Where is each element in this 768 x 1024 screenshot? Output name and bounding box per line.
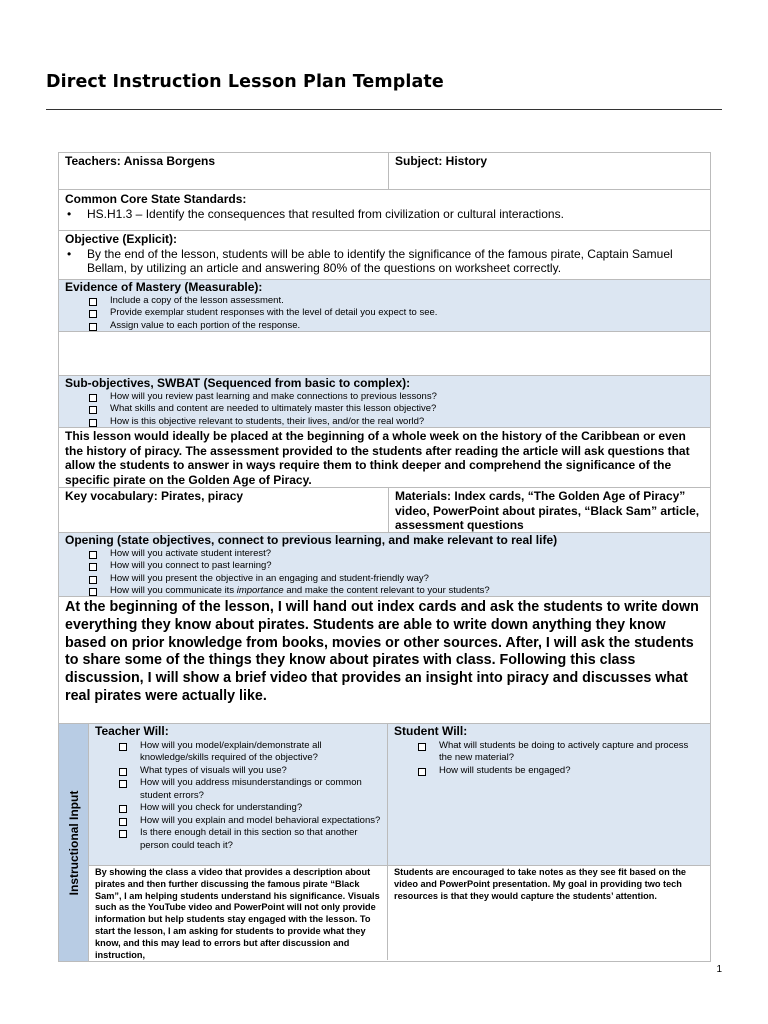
teacher-will-answer: By showing the class a video that provides a description about pirates and then further discussing the famous pirate “Black Sam”, I am helping students understand his significance. Visuals such as the YouTube video and PowerPoint will not only provide information but help students stay engaged with the lesson. To start the lesson, I am asking for students to provide what they know, and this may lead to errors but after discussion and instruction, xyxy=(89,866,388,960)
header-row xyxy=(59,153,710,190)
mastery-section xyxy=(59,280,710,332)
subobjectives-heading: Sub-objectives, SWBAT (Sequenced from basic to complex): xyxy=(65,376,411,390)
teachers-cell: Teachers: Anissa Borgens xyxy=(59,153,389,189)
instructional-input-main xyxy=(89,724,710,961)
objective-list xyxy=(65,247,704,276)
subject-cell: Subject: History xyxy=(395,154,488,168)
opening-item-text-b: and make the content relevant to your students? xyxy=(283,585,490,596)
teacher-will-item: How will you model/explain/demonstrate all knowledge/skills required of the objective? xyxy=(95,740,381,765)
student-will-item: What will students be doing to actively capture and process the new material? xyxy=(394,740,704,765)
objective-section xyxy=(59,231,710,280)
subobjectives-answer: This lesson would ideally be placed at the beginning of a whole week on the history of the Caribbean or even the history of piracy. The assessment provided to the students after reading the article will ask questions that allow the students to answer in ways require them to think deeper and comprehend the significance of the specific pirate on the Golden Age of Piracy. xyxy=(59,428,710,488)
opening-heading: Opening (state objectives, connect to previous learning, and make relevant to real life) xyxy=(65,533,558,547)
opening-list xyxy=(65,548,704,598)
opening-answer: At the beginning of the lesson, I will hand out index cards and ask the students to write down everything they know about pirates. Students are able to write down anything they know based on prior knowledge from books, movies or other sources. After, I will ask the students to share some of the things they know about pirates with class. Following this class discussion, I will show a brief video that provides an insight into piracy and discusses what real pirates were actually like. xyxy=(59,597,710,724)
subobjectives-item: What skills and content are needed to ultimately master this lesson objective? xyxy=(65,403,704,416)
subobjectives-list xyxy=(65,391,704,429)
title-divider xyxy=(46,109,722,110)
teacher-will-list xyxy=(95,740,381,853)
opening-section xyxy=(59,533,710,597)
teacher-will-item: What types of visuals will you use? xyxy=(95,765,381,778)
instructional-answers-row xyxy=(89,866,710,960)
mastery-item: Include a copy of the lesson assessment. xyxy=(65,295,704,308)
opening-item-text-a: How will you communicate its xyxy=(110,585,237,596)
standards-section xyxy=(59,190,710,231)
standards-list xyxy=(65,207,704,222)
student-will-item: How will students be engaged? xyxy=(394,765,704,778)
teacher-will-item: How will you check for understanding? xyxy=(95,802,381,815)
mastery-item: Provide exemplar student responses with the level of detail you expect to see. xyxy=(65,307,704,320)
subobjectives-section xyxy=(59,376,710,428)
instructional-input-label xyxy=(59,724,89,961)
instructional-input-label-text: Instructional Input xyxy=(66,790,81,895)
vocab-materials-row xyxy=(59,488,710,533)
opening-item: How will you present the objective in an engaging and student-friendly way? xyxy=(65,573,704,586)
student-will-answer: Students are encouraged to take notes as they see fit based on the video and PowerPoint presentation. My goal in providing two tech resources is that they would capture the students’ attention. xyxy=(394,867,687,901)
vocab-cell: Key vocabulary: Pirates, piracy xyxy=(59,488,389,532)
mastery-list xyxy=(65,295,704,333)
teacher-will-item: Is there enough detail in this section so that another person could teach it? xyxy=(95,827,381,852)
opening-item xyxy=(65,585,704,598)
standards-item: • HS.H1.3 – Identify the consequences that resulted from civilization or cultural interactions. xyxy=(65,207,704,222)
objective-item: • By the end of the lesson, students will be able to identify the significance of the famous pirate, Captain Samuel Bellam, by utilizing an article and answering 80% of the questions on worksheet correctly. xyxy=(65,247,704,276)
student-will-list xyxy=(394,740,704,778)
instructional-input-section xyxy=(59,724,710,961)
opening-item-emphasis: importance xyxy=(236,585,284,596)
lesson-plan-table xyxy=(58,152,711,962)
teacher-will-heading: Teacher Will: xyxy=(95,724,169,738)
teacher-will-cell xyxy=(89,724,388,865)
subobjectives-item: How is this objective relevant to students, their lives, and/or the real world? xyxy=(65,416,704,429)
mastery-heading: Evidence of Mastery (Measurable): xyxy=(65,280,263,294)
student-will-heading: Student Will: xyxy=(394,724,468,738)
student-will-cell xyxy=(388,724,710,865)
subobjectives-item: How will you review past learning and make connections to previous lessons? xyxy=(65,391,704,404)
objective-heading: Objective (Explicit): xyxy=(65,232,178,246)
teacher-will-item: How will you address misunderstandings or common student errors? xyxy=(95,777,381,802)
standards-heading: Common Core State Standards: xyxy=(65,192,247,206)
teacher-will-item: How will you explain and model behavioral expectations? xyxy=(95,815,381,828)
materials-cell: Materials: Index cards, “The Golden Age of Piracy” video, PowerPoint about pirates, “Black Sam” article, assessment questions xyxy=(395,489,700,532)
document-title: Direct Instruction Lesson Plan Template xyxy=(46,72,444,92)
opening-item: How will you activate student interest? xyxy=(65,548,704,561)
mastery-answer-empty xyxy=(59,332,710,376)
page-number: 1 xyxy=(716,964,722,975)
opening-item: How will you connect to past learning? xyxy=(65,560,704,573)
mastery-item: Assign value to each portion of the response. xyxy=(65,320,704,333)
instructional-prompts-row xyxy=(89,724,710,866)
